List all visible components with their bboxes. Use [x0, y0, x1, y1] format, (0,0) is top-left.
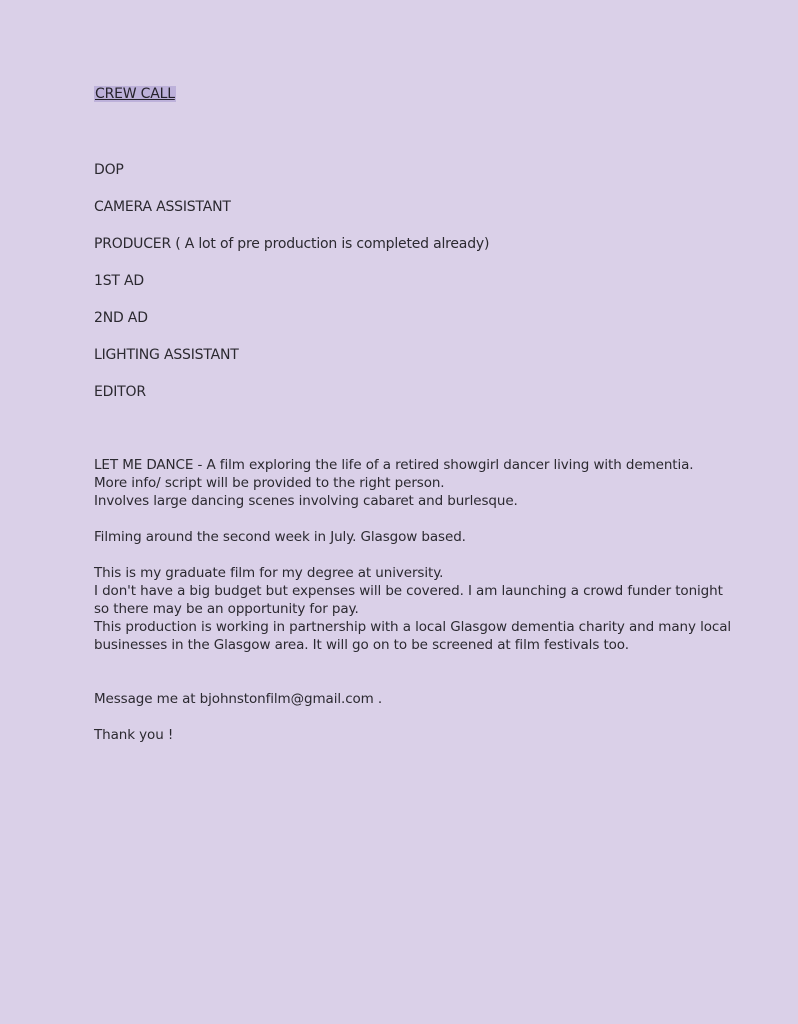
contact-line: Message me at bjohnstonfilm@gmail.com .	[94, 691, 383, 707]
description-line: LET ME DANCE - A film exploring the life of a retired showgirl dancer living with dementia.	[94, 457, 694, 473]
document-heading: CREW CALL	[95, 86, 175, 102]
role-item: DOP	[94, 162, 124, 178]
role-item: 1ST AD	[94, 273, 144, 289]
about-line: This production is working in partnership with a local Glasgow dementia charity and many local businesses in the Glasgow area. It will go on to be screened at film festivals too.	[94, 619, 732, 653]
description-line: Involves large dancing scenes involving cabaret and burlesque.	[94, 493, 518, 509]
role-item: EDITOR	[94, 384, 146, 400]
filming-info: Filming around the second week in July. Glasgow based.	[94, 529, 466, 545]
role-item: CAMERA ASSISTANT	[94, 199, 231, 215]
closing-line: Thank you !	[94, 727, 174, 743]
about-line: This is my graduate film for my degree at university.	[94, 565, 444, 581]
about-line: I don't have a big budget but expenses will be covered. I am launching a crowd funder tonight so there may be an opportunity for pay.	[94, 583, 723, 617]
role-item: LIGHTING ASSISTANT	[94, 347, 239, 363]
role-item: PRODUCER ( A lot of pre production is completed already)	[94, 236, 490, 252]
description-line: More info/ script will be provided to the right person.	[94, 475, 445, 491]
document-body	[94, 456, 734, 744]
role-item: 2ND AD	[94, 310, 148, 326]
role-list	[94, 160, 489, 419]
